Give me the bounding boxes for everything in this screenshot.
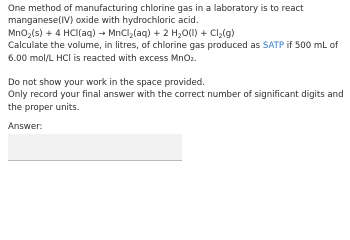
spacer bbox=[8, 65, 346, 77]
question-text-segment: Calculate the volume, in litres, of chlorine gas produced as bbox=[8, 41, 263, 52]
question-line bbox=[8, 40, 346, 52]
chemical-equation bbox=[8, 28, 346, 40]
instruction-line: the proper units. bbox=[8, 102, 80, 113]
equation-subscript: 2 bbox=[218, 32, 223, 40]
question-text-segment: if 500 mL of bbox=[284, 41, 338, 52]
equation-subscript: 2 bbox=[129, 32, 134, 40]
question-line: manganese(IV) oxide with hydrochloric acid. bbox=[8, 16, 199, 27]
instruction-line: Only record your final answer with the correct number of significant digits and bbox=[8, 90, 344, 101]
answer-input[interactable] bbox=[8, 134, 182, 161]
question-line: One method of manufacturing chlorine gas in a laboratory is to react bbox=[8, 4, 304, 14]
question-line: 6.00 mol/L HCl is reacted with excess MnO₂. bbox=[8, 53, 197, 64]
satp-term: SATP bbox=[262, 41, 285, 52]
equation-subscript: 2 bbox=[177, 32, 182, 40]
equation-part: (s) + 4 HCl(aq) → MnCl bbox=[31, 28, 130, 39]
answer-label: Answer: bbox=[8, 122, 43, 132]
equation-part: (aq) + 2 H bbox=[133, 28, 178, 39]
question-text bbox=[8, 3, 346, 114]
instruction-line: Do not show your work in the space provided. bbox=[8, 78, 205, 89]
equation-part: (g) bbox=[222, 28, 235, 39]
equation-part: MnO bbox=[8, 28, 28, 39]
equation-part: O(l) + Cl bbox=[181, 28, 219, 39]
equation-subscript: 2 bbox=[27, 32, 32, 40]
